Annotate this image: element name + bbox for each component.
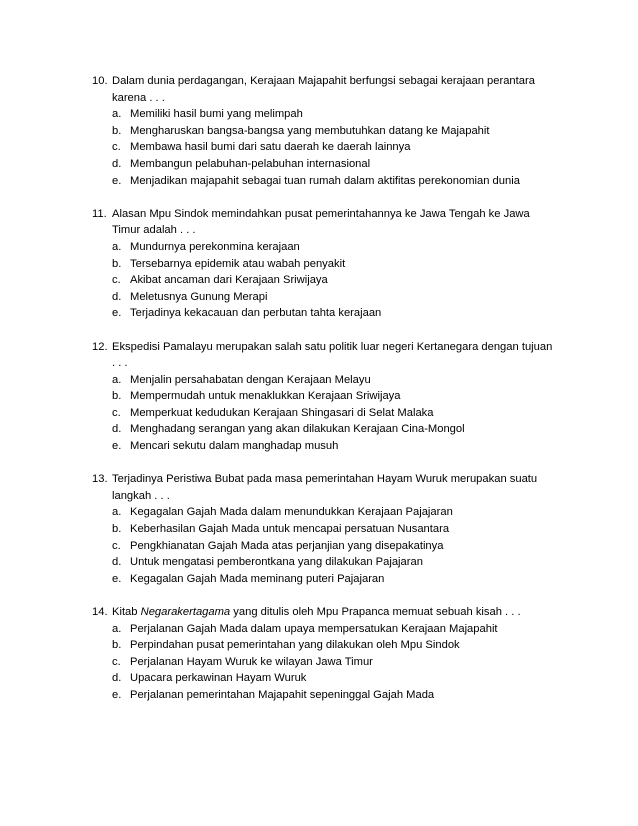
option-letter: c. <box>112 539 121 552</box>
answer-option-b <box>112 637 598 654</box>
option-letter: e. <box>112 688 122 701</box>
answer-option-a <box>112 372 598 389</box>
option-text: Kegagalan Gajah Mada meminang puteri Pajajaran <box>130 572 385 585</box>
answer-option-d <box>112 421 598 438</box>
option-letter: a. <box>112 506 122 519</box>
question-number: 12. <box>92 340 108 353</box>
book-title: Negarakertagama <box>140 606 231 618</box>
option-letter: d. <box>112 556 122 569</box>
option-letter: e. <box>112 307 122 320</box>
answer-option-b <box>112 256 598 273</box>
question-stem <box>92 73 598 90</box>
option-text: Mengharuskan bangsa-bangsa yang membutuhkan datang ke Majapahit <box>130 124 490 137</box>
option-text: Upacara perkawinan Hayam Wuruk <box>130 672 307 685</box>
option-text: Mencari sekutu dalam manghadap musuh <box>130 440 339 453</box>
option-text: Akibat ancaman dari Kerajaan Sriwijaya <box>130 274 328 287</box>
answer-option-a <box>112 621 598 638</box>
answer-option-e <box>112 687 598 704</box>
option-letter: e. <box>112 174 122 187</box>
question-text: Dalam dunia perdagangan, Kerajaan Majapahit berfungsi sebagai kerajaan perantara <box>112 75 535 87</box>
option-letter: e. <box>112 440 122 453</box>
option-letter: d. <box>112 423 122 436</box>
answer-options <box>92 106 598 189</box>
question-number: 11. <box>92 207 107 220</box>
question-number: 13. <box>92 473 108 486</box>
answer-options <box>92 504 598 587</box>
question-14 <box>92 604 598 704</box>
answer-option-c <box>112 139 598 156</box>
answer-option-e <box>112 571 598 588</box>
question-stem <box>92 604 598 621</box>
question-number: 14. <box>92 606 108 618</box>
question-12 <box>92 339 598 455</box>
option-text: Perjalanan Gajah Mada dalam upaya mempersatukan Kerajaan Majapahit <box>130 622 498 635</box>
answer-option-c <box>112 654 598 671</box>
question-text-continued: Timur adalah . . . <box>112 224 196 237</box>
option-letter: a. <box>112 240 122 253</box>
option-letter: c. <box>112 406 121 419</box>
option-text: Memiliki hasil bumi yang melimpah <box>130 108 303 121</box>
option-letter: c. <box>112 274 121 287</box>
option-text: Meletusnya Gunung Merapi <box>130 290 268 303</box>
option-text: Membangun pelabuhan-pelabuhan internasional <box>130 157 371 170</box>
option-letter: e. <box>112 572 122 585</box>
option-letter: b. <box>112 257 122 270</box>
answer-options <box>92 239 598 322</box>
question-text: Terjadinya Peristiwa Bubat pada masa pemerintahan Hayam Wuruk merupakan suatu <box>112 473 538 486</box>
answer-option-e <box>112 438 598 455</box>
answer-option-c <box>112 272 598 289</box>
option-text: Tersebarnya epidemik atau wabah penyakit <box>130 257 346 270</box>
option-text: Pengkhianatan Gajah Mada atas perjanjian yang disepakatinya <box>130 539 444 552</box>
answer-option-d <box>112 554 598 571</box>
question-text: Ekspedisi Pamalayu merupakan salah satu politik luar negeri Kertanegara dengan tujuan <box>112 340 553 353</box>
question-10 <box>92 73 598 189</box>
option-letter: b. <box>112 390 122 403</box>
option-text: Membawa hasil bumi dari satu daerah ke daerah lainnya <box>130 141 411 154</box>
answer-options <box>92 372 598 455</box>
option-letter: a. <box>112 108 122 121</box>
option-text: Mundurnya perekonmina kerajaan <box>130 240 300 253</box>
answer-option-e <box>112 173 598 190</box>
option-text: Menjadikan majapahit sebagai tuan rumah dalam aktifitas perekonomian dunia <box>130 174 520 187</box>
option-text: Keberhasilan Gajah Mada untuk mencapai persatuan Nusantara <box>130 523 450 536</box>
question-stem <box>92 471 598 488</box>
answer-option-d <box>112 156 598 173</box>
option-text: Menjalin persahabatan dengan Kerajaan Melayu <box>130 373 371 386</box>
option-text: Mempermudah untuk menaklukkan Kerajaan Sriwijaya <box>130 390 401 403</box>
option-text: Perjalanan pemerintahan Majapahit sepeninggal Gajah Mada <box>130 688 435 701</box>
answer-option-c <box>112 538 598 555</box>
answer-option-a <box>112 106 598 123</box>
option-text: Memperkuat kedudukan Kerajaan Shingasari di Selat Malaka <box>130 406 434 419</box>
option-text: Perjalanan Hayam Wuruk ke wilayan Jawa Timur <box>130 655 373 668</box>
answer-option-a <box>112 504 598 521</box>
option-letter: a. <box>112 622 122 635</box>
question-text-suffix: yang ditulis oleh Mpu Prapanca memuat sebuah kisah . . . <box>230 606 521 618</box>
option-letter: b. <box>112 124 122 137</box>
option-text: Kegagalan Gajah Mada dalam menundukkan Kerajaan Pajajaran <box>130 506 453 519</box>
answer-option-b <box>112 388 598 405</box>
option-letter: d. <box>112 157 122 170</box>
option-text: Perpindahan pusat pemerintahan yang dilakukan oleh Mpu Sindok <box>130 639 460 652</box>
option-text: Terjadinya kekacauan dan perbutan tahta kerajaan <box>130 307 382 320</box>
option-letter: c. <box>112 655 121 668</box>
option-letter: b. <box>112 639 122 652</box>
question-11 <box>92 206 598 322</box>
answer-option-d <box>112 289 598 306</box>
question-stem <box>92 206 598 223</box>
question-13 <box>92 471 598 587</box>
answer-option-c <box>112 405 598 422</box>
question-text-continued: . . . <box>112 357 128 370</box>
question-text-continued: langkah . . . <box>112 489 170 502</box>
option-letter: b. <box>112 523 122 536</box>
option-text: Menghadang serangan yang akan dilakukan Kerajaan Cina-Mongol <box>130 423 465 436</box>
question-text-prefix: Kitab <box>112 606 141 618</box>
option-letter: a. <box>112 373 122 386</box>
question-stem <box>92 339 598 356</box>
option-letter: d. <box>112 672 122 685</box>
answer-option-b <box>112 521 598 538</box>
answer-option-b <box>112 123 598 140</box>
question-text: Alasan Mpu Sindok memindahkan pusat pemerintahannya ke Jawa Tengah ke Jawa <box>112 207 530 220</box>
answer-options <box>92 621 598 704</box>
question-text-continued: karena . . . <box>112 91 165 104</box>
answer-option-e <box>112 305 598 322</box>
option-text: Untuk mengatasi pemberontkana yang dilakukan Pajajaran <box>130 556 423 569</box>
option-letter: c. <box>112 141 121 154</box>
question-number: 10. <box>92 75 108 87</box>
answer-option-d <box>112 670 598 687</box>
option-letter: d. <box>112 290 122 303</box>
question-text <box>112 604 598 621</box>
answer-option-a <box>112 239 598 256</box>
